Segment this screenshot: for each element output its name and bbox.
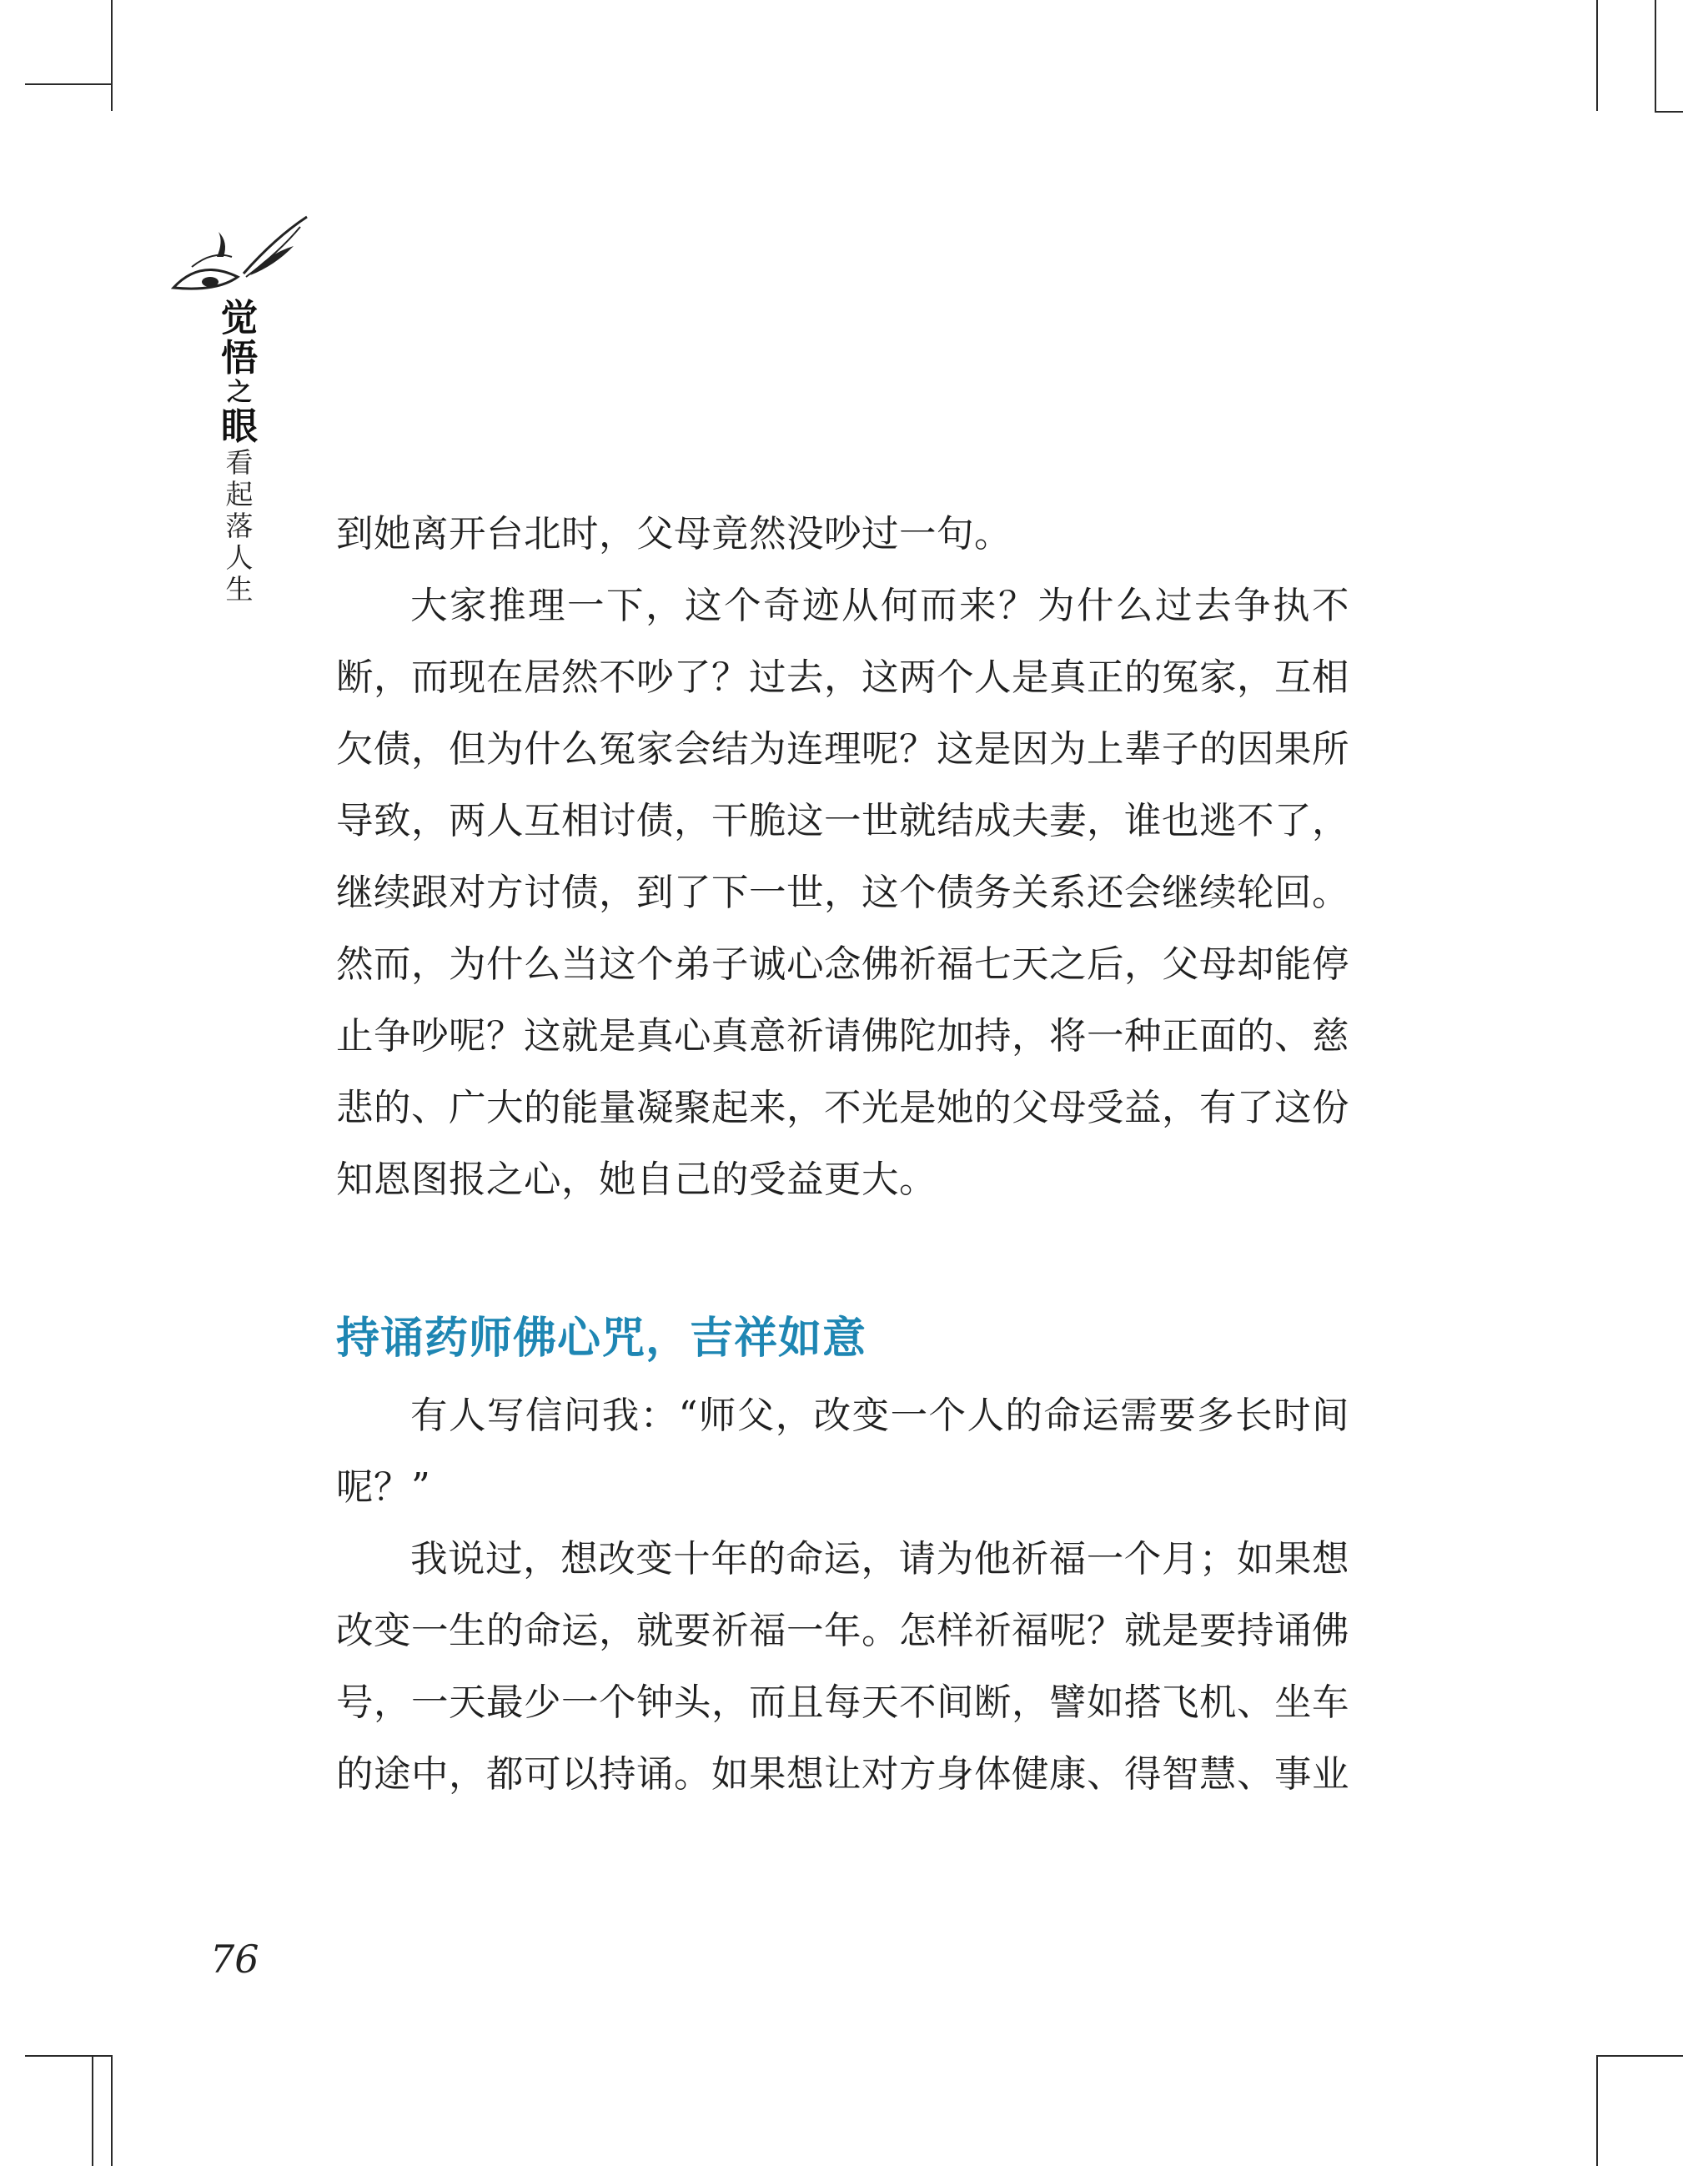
page-body: [336, 499, 1349, 1811]
page-number: 76: [210, 1937, 259, 1982]
paragraph: 大家推理一下，这个奇迹从何而来？为什么过去争执不断，而现在居然不吵了？过去，这两个人是真正的冤家，互相欠债，但为什么冤家会结为连理呢？这是因为上辈子的因果所导致，两人互相讨债，干脆这一世就结成夫妻，谁也逃不了，继续跟对方讨债，到了下一世，这个债务关系还会继续轮回。然而，为什么当这个弟子诚心念佛祈福七天之后，父母却能停止争吵呢？这就是真心真意祈请佛陀加持，将一种正面的、慈悲的、广大的能量凝聚起来，不光是她的父母受益，有了这份知恩图报之心，她自己的受益更大。: [336, 585, 1350, 1201]
crop-mark-bottom-left-vertical-inner: [92, 2055, 93, 2166]
book-title-vertical: [210, 297, 269, 607]
book-title-char: 觉: [221, 297, 258, 339]
paragraph-continued: 到她离开台北时，父母竟然没吵过一句。: [336, 513, 1012, 555]
book-title-char: 悟: [221, 337, 258, 379]
paragraph: 有人写信问我：“师父，改变一个人的命运需要多长时间呢？”: [336, 1395, 1349, 1509]
crop-mark-top-right-horizontal: [1655, 111, 1683, 113]
book-subtitle-char: 看: [225, 446, 254, 479]
crop-mark-top-right-vertical: [1596, 0, 1598, 111]
crop-mark-top-right-vertical-inner: [1655, 0, 1656, 111]
book-subtitle-char: 生: [225, 573, 254, 606]
paragraph: 我说过，想改变十年的命运，请为他祈福一个月；如果想改变一生的命运，就要祈福一年。怎样祈福呢？就是要持诵佛号，一天最少一个钟头，而且每天不间断，譬如搭飞机、坐车的途中，都可以持诵。如果想让对方身体健康、得智慧、事业: [336, 1538, 1350, 1796]
crop-mark-bottom-right-horizontal: [1596, 2055, 1683, 2057]
section-heading: 持诵药师佛心咒，吉祥如意: [336, 1313, 867, 1364]
book-subtitle-char: 起: [225, 478, 254, 510]
crop-mark-bottom-left-vertical: [111, 2055, 113, 2166]
crop-mark-bottom-left-horizontal: [25, 2055, 111, 2057]
eyes-logo-icon: [167, 209, 309, 300]
crop-mark-bottom-right-vertical: [1596, 2055, 1598, 2166]
crop-mark-top-left-vertical: [111, 0, 113, 111]
book-subtitle-char: 落: [225, 510, 254, 542]
book-subtitle-char: 人: [225, 541, 254, 574]
book-title-char: 之: [227, 378, 252, 407]
crop-mark-top-left-horizontal: [25, 83, 111, 85]
book-title-char: 眼: [221, 405, 258, 448]
